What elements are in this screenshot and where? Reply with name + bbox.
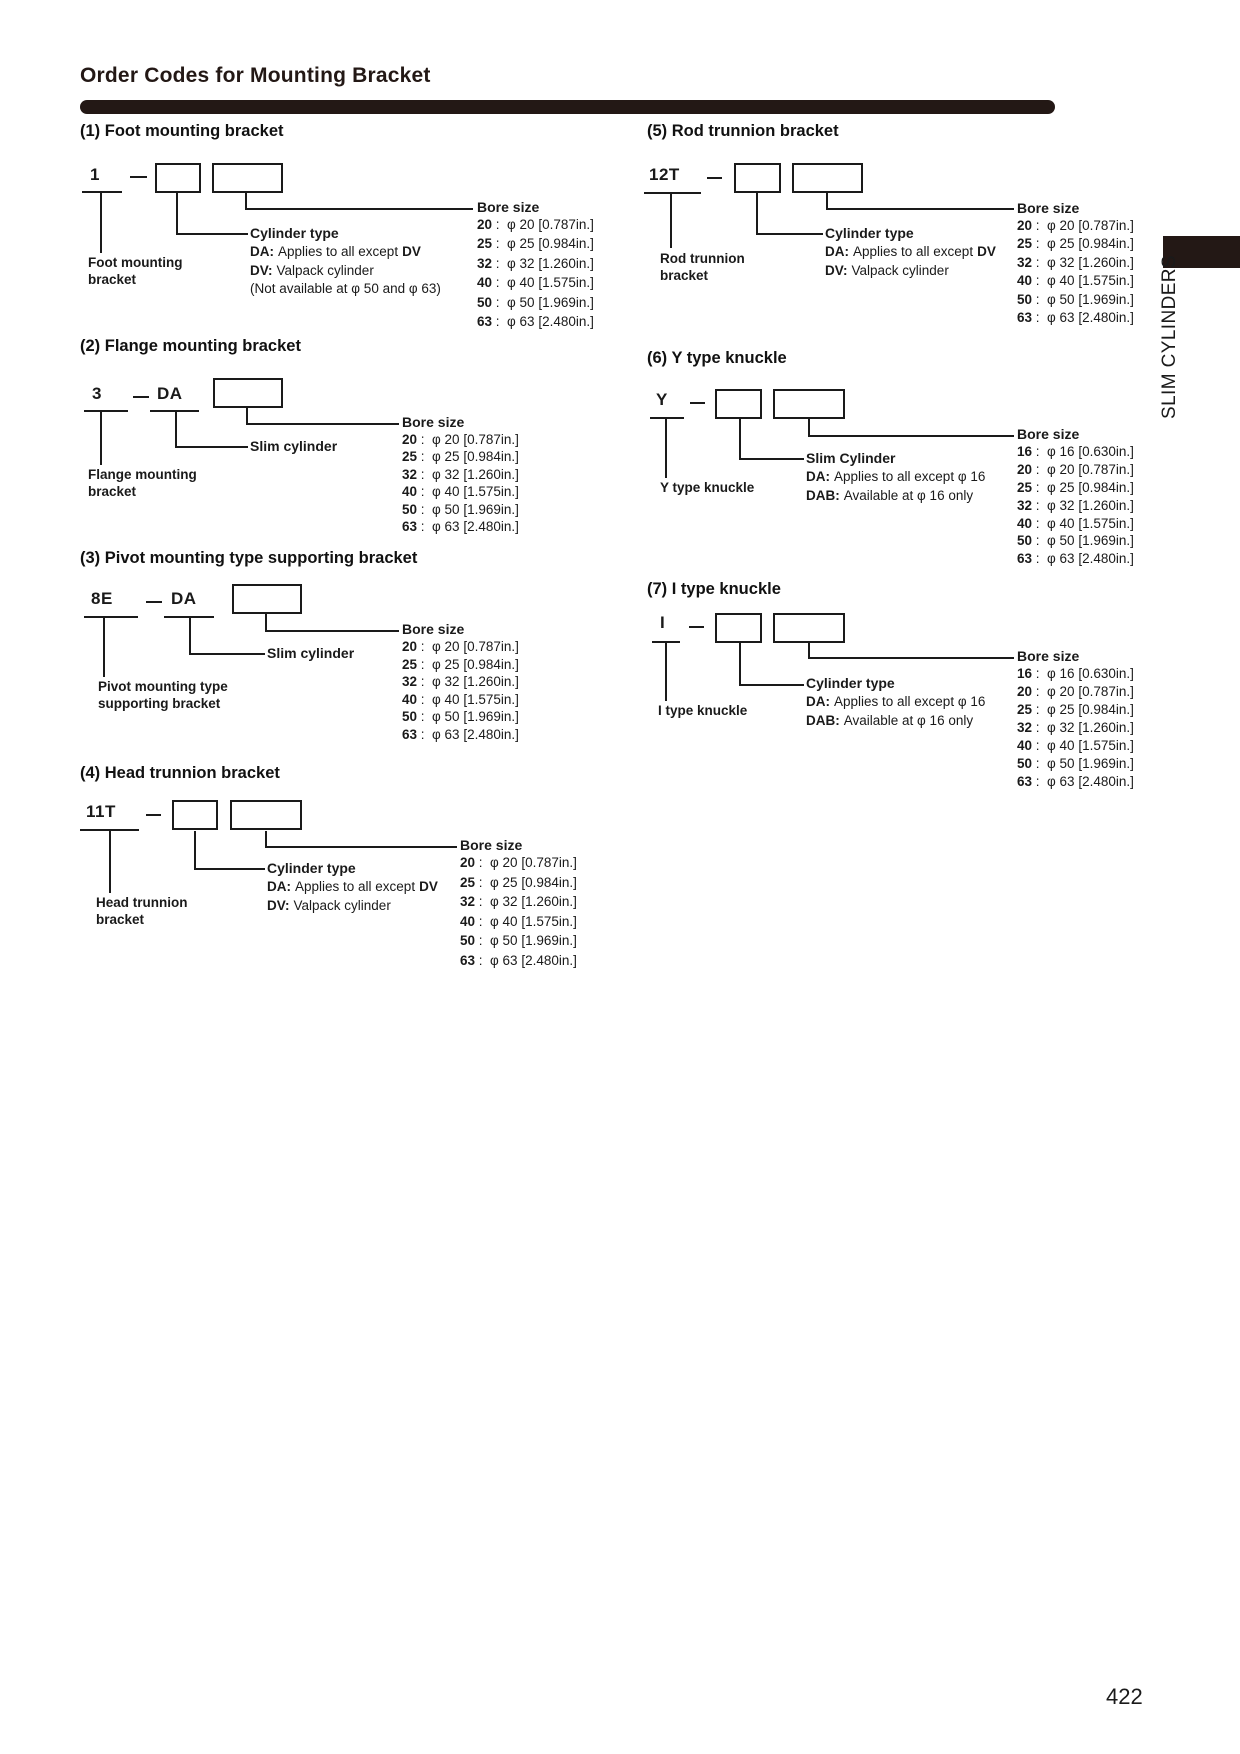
cylinder-type-title: Cylinder type — [825, 225, 914, 241]
note-line: DAB: Available at φ 16 only — [806, 487, 974, 503]
note-line: DV: Valpack cylinder — [825, 262, 949, 278]
code-label-line: Flange mounting — [88, 467, 197, 482]
connector-line — [176, 193, 178, 235]
code-underline — [82, 191, 122, 193]
bore-size-item: 63 : φ 63 [2.480in.] — [1017, 551, 1134, 569]
code-label — [660, 479, 754, 496]
bore-size-title: Bore size — [1017, 426, 1080, 442]
bore-size-item: 16 : φ 16 [0.630in.] — [1017, 444, 1134, 462]
bore-size-item: 32 : φ 32 [1.260in.] — [402, 674, 519, 692]
bore-size-item: 25 : φ 25 [0.984in.] — [1017, 480, 1134, 498]
bore-size-item: 63 : φ 63 [2.480in.] — [402, 519, 519, 536]
connector-line — [665, 643, 667, 701]
bore-size-item: 25 : φ 25 [0.984in.] — [1017, 236, 1134, 254]
bore-size-item: 40 : φ 40 [1.575in.] — [1017, 738, 1134, 756]
note-line: DA: Applies to all except φ 16 — [806, 469, 986, 484]
bore-size-item: 32 : φ 32 [1.260in.] — [402, 467, 519, 484]
cylinder-type-block — [825, 225, 996, 281]
bore-size-box — [773, 389, 845, 419]
bore-size-block — [1017, 426, 1134, 569]
bore-size-item: 20 : φ 20 [0.787in.] — [1017, 684, 1134, 702]
bore-size-item: 20 : φ 20 [0.787in.] — [1017, 218, 1134, 236]
bore-size-item: 32 : φ 32 [1.260in.] — [1017, 720, 1134, 738]
bore-size-title: Bore size — [402, 414, 465, 430]
bore-size-title: Bore size — [460, 837, 523, 853]
bore-size-block — [1017, 200, 1134, 328]
bore-size-item: 63 : φ 63 [2.480in.] — [402, 727, 519, 745]
code-label — [88, 254, 182, 288]
code-label-line: bracket — [96, 912, 145, 927]
bore-size-item: 63 : φ 63 [2.480in.] — [1017, 774, 1134, 792]
bore-size-item: 40 : φ 40 [1.575in.] — [477, 275, 594, 294]
bore-size-item: 50 : φ 50 [1.969in.] — [402, 502, 519, 519]
order-code: 1 — [90, 165, 100, 184]
bore-size-block — [402, 414, 519, 536]
bore-size-list — [477, 217, 594, 333]
dash — [146, 814, 161, 816]
connector-line — [100, 412, 102, 465]
connector-line — [245, 208, 473, 210]
bore-size-item: 40 : φ 40 [1.575in.] — [402, 484, 519, 501]
dash — [689, 626, 704, 628]
connector-line — [189, 653, 265, 655]
cylinder-type-title: Cylinder type — [267, 860, 356, 876]
code-label-line: bracket — [660, 268, 709, 283]
code-label — [660, 250, 745, 284]
connector-line — [176, 233, 248, 235]
code-label — [96, 894, 188, 928]
note-line: DA: Applies to all except DV — [250, 244, 421, 259]
connector-line — [756, 233, 823, 235]
connector-line — [246, 423, 399, 425]
bore-size-item: 32 : φ 32 [1.260in.] — [1017, 498, 1134, 516]
cylinder-type-notes — [267, 879, 438, 916]
code-underline — [644, 192, 701, 194]
section-heading: (1) Foot mounting bracket — [80, 122, 284, 140]
bore-size-block — [402, 621, 519, 744]
section-heading: (2) Flange mounting bracket — [80, 337, 301, 355]
bore-size-item: 25 : φ 25 [0.984in.] — [477, 236, 594, 255]
connector-line — [739, 458, 804, 460]
bore-size-item: 20 : φ 20 [0.787in.] — [1017, 462, 1134, 480]
cylinder-type-block — [250, 225, 441, 300]
dash — [707, 177, 722, 179]
connector-line — [194, 831, 196, 870]
bore-size-item: 40 : φ 40 [1.575in.] — [1017, 273, 1134, 291]
connector-line — [194, 868, 265, 870]
connector-line — [189, 618, 191, 655]
note-line: (Not available at φ 50 and φ 63) — [250, 281, 441, 296]
page-title: Order Codes for Mounting Bracket — [80, 64, 431, 87]
code-label-line: bracket — [88, 484, 137, 499]
bore-size-item: 25 : φ 25 [0.984in.] — [1017, 702, 1134, 720]
code-underline — [84, 410, 128, 412]
bore-size-title: Bore size — [1017, 200, 1080, 216]
cylinder-type-block — [267, 860, 438, 916]
bore-size-item: 63 : φ 63 [2.480in.] — [477, 314, 594, 333]
title-rule-bar — [80, 100, 1055, 114]
note-line: DAB: Available at φ 16 only — [806, 712, 974, 728]
code-label-line: supporting bracket — [98, 696, 221, 711]
code-label-line: Head trunnion — [96, 895, 188, 910]
dash — [133, 396, 149, 398]
code-label — [98, 678, 228, 712]
section-heading: (4) Head trunnion bracket — [80, 764, 280, 782]
bore-size-title: Bore size — [1017, 648, 1080, 664]
section-heading: (7) I type knuckle — [647, 580, 781, 598]
bore-size-list — [460, 855, 577, 973]
connector-line — [756, 193, 758, 235]
bore-size-item: 50 : φ 50 [1.969in.] — [477, 295, 594, 314]
bore-size-box — [212, 163, 283, 193]
bore-size-list — [402, 639, 519, 744]
bore-size-list — [402, 432, 519, 536]
bore-size-item: 63 : φ 63 [2.480in.] — [460, 953, 577, 973]
bore-size-item: 16 : φ 16 [0.630in.] — [1017, 666, 1134, 684]
connector-line — [670, 193, 672, 248]
cylinder-code-da: DA — [171, 589, 197, 608]
page-number: 422 — [1106, 1684, 1143, 1709]
note-line: DA: Applies to all except DV — [825, 244, 996, 259]
slim-cylinder-title: Slim cylinder — [267, 645, 355, 661]
connector-line — [739, 643, 741, 686]
cylinder-type-box — [734, 163, 781, 193]
connector-line — [103, 618, 105, 677]
section-heading: (6) Y type knuckle — [647, 349, 787, 367]
code-label-line: Rod trunnion — [660, 251, 745, 266]
bore-size-block — [477, 199, 594, 333]
bore-size-item: 32 : φ 32 [1.260in.] — [477, 256, 594, 275]
code-label-line: I type knuckle — [658, 703, 748, 718]
bore-size-item: 20 : φ 20 [0.787in.] — [477, 217, 594, 236]
note-line: DA: Applies to all except φ 16 — [806, 694, 986, 709]
section-heading: (5) Rod trunnion bracket — [647, 122, 839, 140]
bore-size-title: Bore size — [402, 621, 465, 637]
bore-size-title: Bore size — [477, 199, 540, 215]
bore-size-item: 20 : φ 20 [0.787in.] — [460, 855, 577, 875]
order-code: I — [660, 613, 666, 632]
order-code: 12T — [649, 165, 680, 184]
bore-size-item: 25 : φ 25 [0.984in.] — [402, 449, 519, 466]
cylinder-type-box — [715, 613, 762, 643]
connector-line — [175, 446, 248, 448]
bore-size-item: 20 : φ 20 [0.787in.] — [402, 639, 519, 657]
slim-cylinder-block — [806, 450, 985, 506]
dash — [146, 601, 162, 603]
bore-size-block — [460, 837, 577, 973]
cylinder-type-title: Cylinder type — [806, 675, 895, 691]
bore-size-item: 20 : φ 20 [0.787in.] — [402, 432, 519, 449]
cylinder-type-notes — [806, 694, 985, 731]
note-line: DV: Valpack cylinder — [250, 262, 374, 278]
slim-cylinders-vertical-label: SLIM CYLINDERS — [1159, 255, 1180, 419]
order-code: 11T — [86, 802, 116, 821]
dash — [690, 402, 705, 404]
bore-size-box — [230, 800, 302, 830]
section-heading: (3) Pivot mounting type supporting bracket — [80, 549, 418, 567]
connector-line — [808, 657, 1014, 659]
slim-cylinder-title: Slim Cylinder — [806, 450, 896, 466]
code-label-line: Pivot mounting type — [98, 679, 228, 694]
connector-line — [265, 846, 457, 848]
note-line: DA: Applies to all except DV — [267, 879, 438, 894]
bore-size-list — [1017, 666, 1134, 792]
connector-line — [100, 193, 102, 253]
connector-line — [826, 208, 1014, 210]
bore-size-box — [792, 163, 863, 193]
cylinder-type-title: Cylinder type — [250, 225, 339, 241]
connector-line — [175, 412, 177, 448]
bore-size-item: 50 : φ 50 [1.969in.] — [402, 709, 519, 727]
code-label — [658, 702, 747, 719]
slim-cylinder-notes — [806, 469, 985, 506]
code-underline — [84, 616, 138, 618]
connector-line — [265, 630, 399, 632]
slim-cylinder-box — [715, 389, 762, 419]
bore-size-item: 40 : φ 40 [1.575in.] — [460, 914, 577, 934]
code-underline — [650, 417, 684, 419]
cylinder-type-block — [806, 675, 985, 731]
order-code: 8E — [91, 589, 113, 608]
bore-size-item: 40 : φ 40 [1.575in.] — [402, 692, 519, 710]
bore-size-item: 50 : φ 50 [1.969in.] — [460, 933, 577, 953]
cylinder-code-da: DA — [157, 384, 183, 403]
bore-size-list — [1017, 218, 1134, 328]
bore-size-item: 32 : φ 32 [1.260in.] — [460, 894, 577, 914]
bore-size-box — [213, 378, 283, 408]
bore-size-block — [1017, 648, 1134, 792]
code-label-line: Y type knuckle — [660, 480, 755, 495]
bore-size-item: 25 : φ 25 [0.984in.] — [460, 875, 577, 895]
note-line: DV: Valpack cylinder — [267, 897, 391, 913]
bore-size-box — [232, 584, 302, 614]
order-code: 3 — [92, 384, 102, 403]
bore-size-item: 50 : φ 50 [1.969in.] — [1017, 292, 1134, 310]
bore-size-item: 50 : φ 50 [1.969in.] — [1017, 533, 1134, 551]
connector-line — [739, 684, 804, 686]
slim-cylinder-title: Slim cylinder — [250, 438, 338, 454]
cylinder-type-notes — [825, 244, 996, 281]
cylinder-type-notes — [250, 244, 441, 300]
cylinder-type-box — [172, 800, 218, 830]
order-code: Y — [656, 390, 668, 409]
connector-line — [665, 419, 667, 478]
connector-line — [739, 419, 741, 460]
cylinder-type-box — [155, 163, 201, 193]
slim-cylinder-block — [267, 645, 354, 664]
connector-line — [808, 435, 1014, 437]
bore-size-list — [1017, 444, 1134, 569]
bore-size-item: 25 : φ 25 [0.984in.] — [402, 657, 519, 675]
code-label-line: bracket — [88, 272, 137, 287]
bore-size-item: 32 : φ 32 [1.260in.] — [1017, 255, 1134, 273]
dash — [130, 176, 147, 178]
bore-size-box — [773, 613, 845, 643]
connector-line — [109, 831, 111, 893]
bore-size-item: 50 : φ 50 [1.969in.] — [1017, 756, 1134, 774]
bore-size-item: 40 : φ 40 [1.575in.] — [1017, 516, 1134, 534]
code-label-line: Foot mounting — [88, 255, 183, 270]
bore-size-item: 63 : φ 63 [2.480in.] — [1017, 310, 1134, 328]
slim-cylinder-block — [250, 438, 337, 457]
code-label — [88, 466, 197, 500]
